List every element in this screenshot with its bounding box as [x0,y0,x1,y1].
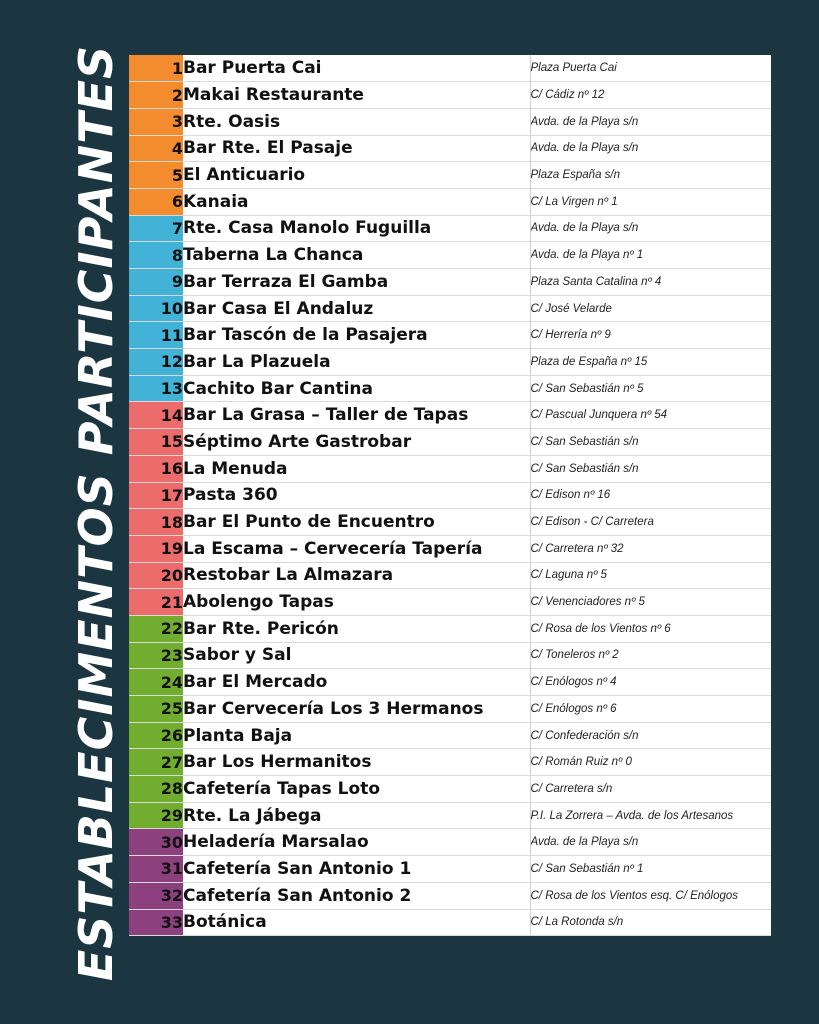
row-number: 25 [129,696,183,723]
establishment-name: Bar La Grasa – Taller de Tapas [183,402,530,429]
row-number: 13 [129,375,183,402]
establishment-address: Avda. de la Playa s/n [530,215,771,242]
table-row [129,909,771,936]
establishment-address: C/ Edison nº 16 [530,482,771,509]
establishment-address: Plaza Puerta Cai [530,55,771,82]
establishment-address: C/ Román Ruiz nº 0 [530,749,771,776]
establishment-address: C/ Enólogos nº 4 [530,669,771,696]
table-row [129,295,771,322]
page-title: ESTABLECIMENTOS PARTICIPANTES [69,44,124,982]
table-row [129,82,771,109]
title-container [66,44,126,982]
table-row [129,856,771,883]
table-row [129,455,771,482]
establishment-name: Séptimo Arte Gastrobar [183,429,530,456]
row-number: 8 [129,242,183,269]
establishment-name: Pasta 360 [183,482,530,509]
establishment-name: Makai Restaurante [183,82,530,109]
establishment-name: Abolengo Tapas [183,589,530,616]
establishment-name: Rte. Oasis [183,108,530,135]
table-row [129,696,771,723]
table-row [129,108,771,135]
establishment-address: C/ Herrería nº 9 [530,322,771,349]
establishment-address: Plaza Santa Catalina nº 4 [530,269,771,296]
row-number: 1 [129,55,183,82]
establishment-name: Bar El Mercado [183,669,530,696]
establishment-name: La Menuda [183,455,530,482]
table-row [129,135,771,162]
establishment-name: Cafetería San Antonio 2 [183,882,530,909]
establishment-address: C/ La Virgen nº 1 [530,188,771,215]
establishment-name: Heladería Marsalao [183,829,530,856]
row-number: 6 [129,188,183,215]
establishment-name: Kanaia [183,188,530,215]
table-row [129,749,771,776]
establishment-name: Bar Puerta Cai [183,55,530,82]
table-row [129,429,771,456]
establishment-address: C/ Rosa de los Vientos esq. C/ Enólogos [530,882,771,909]
row-number: 18 [129,509,183,536]
establishment-address: C/ San Sebastián s/n [530,429,771,456]
table-row [129,669,771,696]
establishment-address: C/ Carretera s/n [530,776,771,803]
row-number: 21 [129,589,183,616]
establishment-address: C/ Confederación s/n [530,722,771,749]
row-number: 28 [129,776,183,803]
establishment-address: C/ José Velarde [530,295,771,322]
establishment-address: C/ Laguna nº 5 [530,562,771,589]
establishment-name: Bar La Plazuela [183,349,530,376]
row-number: 23 [129,642,183,669]
row-number: 4 [129,135,183,162]
table-row [129,188,771,215]
establishment-address: Avda. de la Playa s/n [530,829,771,856]
table-row [129,322,771,349]
table-row [129,509,771,536]
establishment-address: Avda. de la Playa s/n [530,108,771,135]
row-number: 32 [129,882,183,909]
row-number: 33 [129,909,183,936]
establishment-name: Botánica [183,909,530,936]
establishment-name: Planta Baja [183,722,530,749]
establishment-address: C/ Carretera nº 32 [530,535,771,562]
establishments-table [129,55,771,936]
establishment-name: El Anticuario [183,162,530,189]
establishment-name: Rte. La Jábega [183,802,530,829]
row-number: 10 [129,295,183,322]
establishment-address: C/ Enólogos nº 6 [530,696,771,723]
establishment-name: Bar Tascón de la Pasajera [183,322,530,349]
establishment-name: Bar Terraza El Gamba [183,269,530,296]
establishment-name: Bar El Punto de Encuentro [183,509,530,536]
table-row [129,829,771,856]
table-row [129,776,771,803]
row-number: 7 [129,215,183,242]
establishment-address: Avda. de la Playa nº 1 [530,242,771,269]
establishment-name: Cachito Bar Cantina [183,375,530,402]
establishment-name: La Escama – Cervecería Tapería [183,535,530,562]
table-row [129,642,771,669]
establishment-address: C/ San Sebastián nº 5 [530,375,771,402]
table-row [129,589,771,616]
table-row [129,562,771,589]
establishment-name: Bar Los Hermanitos [183,749,530,776]
row-number: 31 [129,856,183,883]
establishment-name: Sabor y Sal [183,642,530,669]
row-number: 15 [129,429,183,456]
table-row [129,802,771,829]
row-number: 29 [129,802,183,829]
establishment-name: Bar Cervecería Los 3 Hermanos [183,696,530,723]
table-row [129,535,771,562]
row-number: 19 [129,535,183,562]
establishment-name: Taberna La Chanca [183,242,530,269]
table-row [129,215,771,242]
establishments-list [129,55,771,936]
row-number: 24 [129,669,183,696]
establishment-address: C/ Pascual Junquera nº 54 [530,402,771,429]
table-row [129,615,771,642]
row-number: 3 [129,108,183,135]
row-number: 2 [129,82,183,109]
establishment-address: P.I. La Zorrera – Avda. de los Artesanos [530,802,771,829]
table-row [129,882,771,909]
establishment-name: Bar Rte. Pericón [183,615,530,642]
establishment-name: Cafetería San Antonio 1 [183,856,530,883]
row-number: 30 [129,829,183,856]
establishment-address: Avda. de la Playa s/n [530,135,771,162]
table-row [129,722,771,749]
table-row [129,402,771,429]
establishment-address: C/ Venenciadores nº 5 [530,589,771,616]
table-row [129,482,771,509]
establishment-address: C/ Toneleros nº 2 [530,642,771,669]
table-row [129,269,771,296]
row-number: 5 [129,162,183,189]
establishment-address: C/ Edison - C/ Carretera [530,509,771,536]
row-number: 11 [129,322,183,349]
row-number: 16 [129,455,183,482]
table-row [129,242,771,269]
row-number: 9 [129,269,183,296]
establishment-name: Restobar La Almazara [183,562,530,589]
row-number: 14 [129,402,183,429]
establishment-address: C/ Cádiz nº 12 [530,82,771,109]
establishment-name: Bar Casa El Andaluz [183,295,530,322]
row-number: 27 [129,749,183,776]
table-row [129,162,771,189]
establishment-address: C/ San Sebastián s/n [530,455,771,482]
row-number: 22 [129,615,183,642]
row-number: 17 [129,482,183,509]
establishment-address: C/ San Sebastián nº 1 [530,856,771,883]
table-row [129,375,771,402]
establishment-address: Plaza España s/n [530,162,771,189]
establishment-name: Rte. Casa Manolo Fuguilla [183,215,530,242]
table-row [129,349,771,376]
row-number: 26 [129,722,183,749]
establishment-address: Plaza de España nº 15 [530,349,771,376]
row-number: 20 [129,562,183,589]
establishment-address: C/ Rosa de los Vientos nº 6 [530,615,771,642]
establishment-name: Bar Rte. El Pasaje [183,135,530,162]
row-number: 12 [129,349,183,376]
establishment-name: Cafetería Tapas Loto [183,776,530,803]
establishment-address: C/ La Rotonda s/n [530,909,771,936]
table-row [129,55,771,82]
